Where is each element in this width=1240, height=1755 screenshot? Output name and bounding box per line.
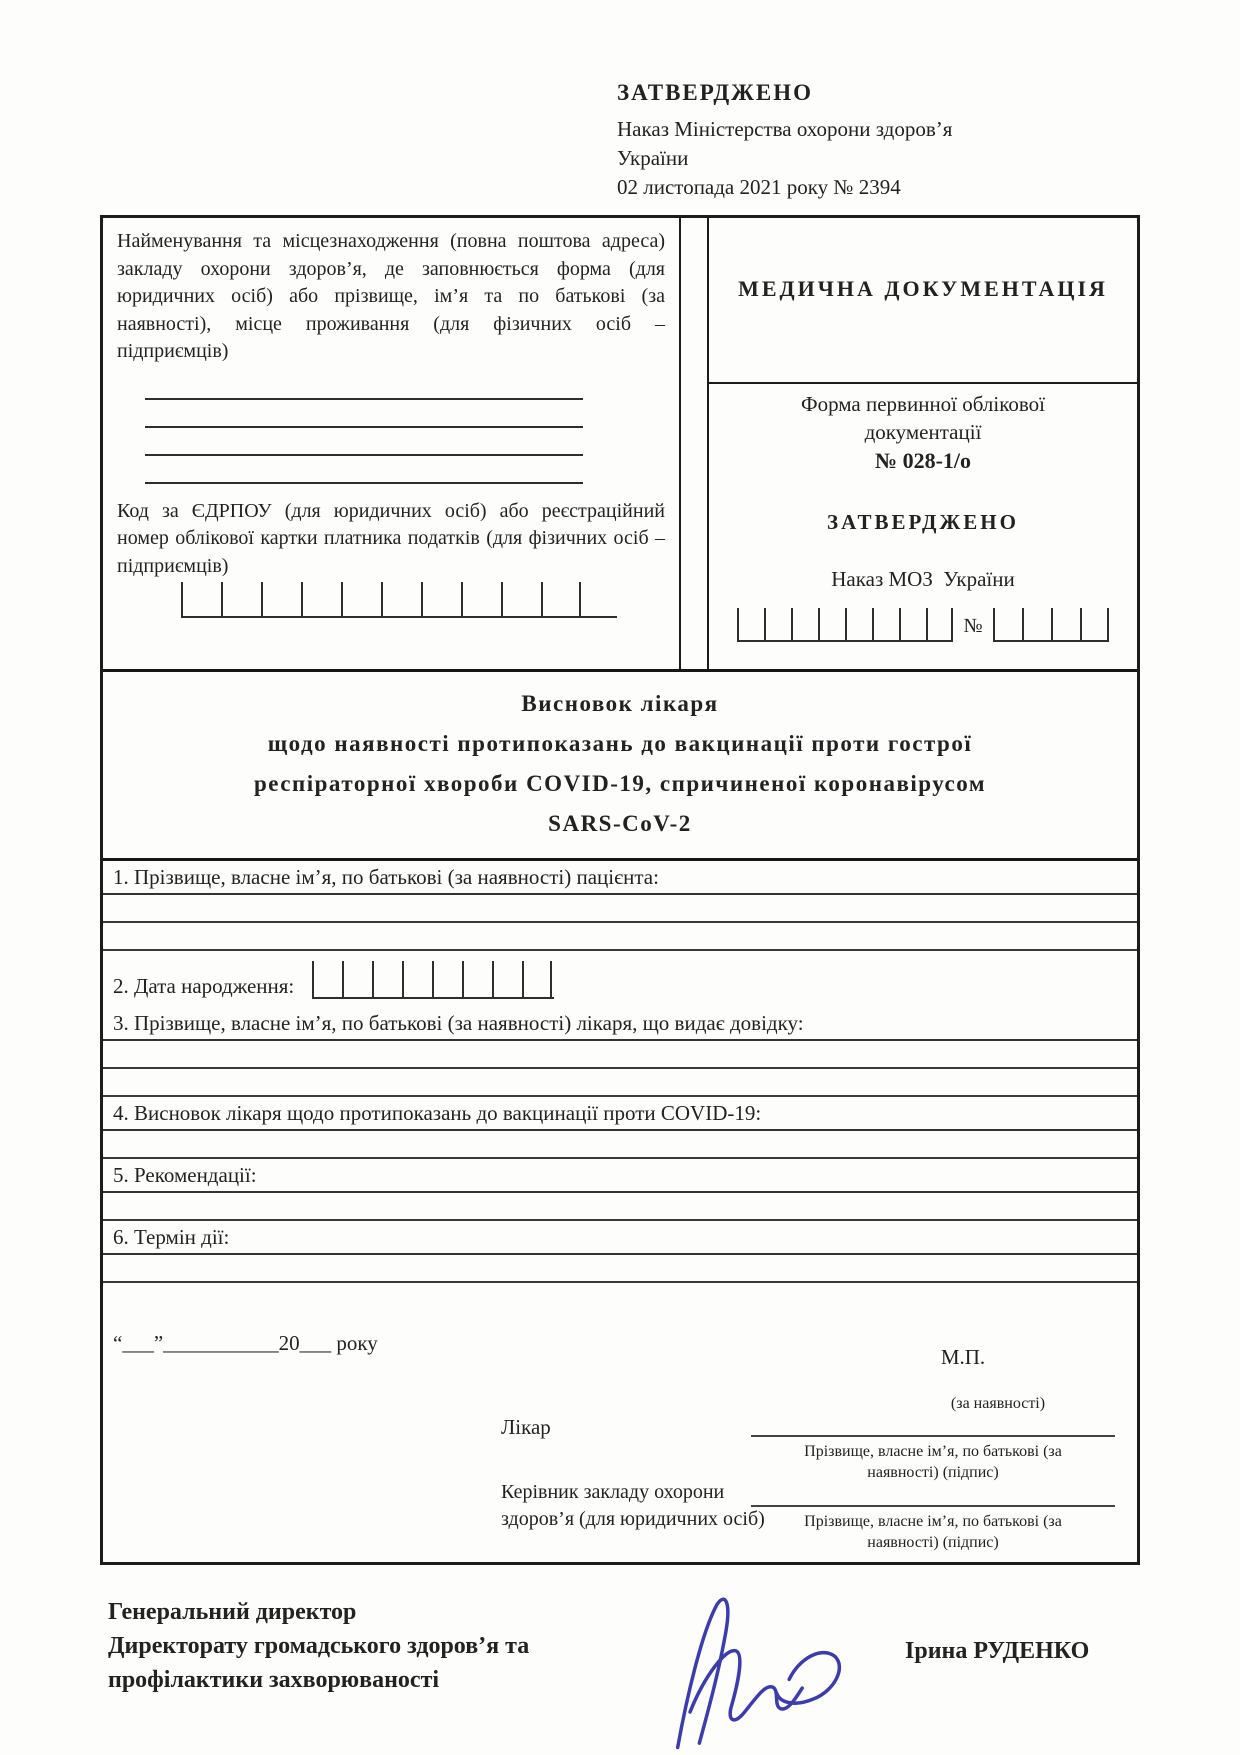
digit-cell — [818, 608, 845, 640]
field-doctor-name-label: 3. Прізвище, власне ім’я, по батькові (за наявності) лікаря, що видає довідку: — [103, 1007, 1137, 1041]
form-title-line2: щодо наявності протипоказань до вакцинації проти гострої — [267, 731, 973, 756]
head-signature-block — [751, 1505, 1115, 1553]
doctor-role-label: Лікар — [501, 1415, 551, 1439]
blank-ruled-line — [103, 895, 1137, 923]
approved-label: ЗАТВЕРДЖЕНО — [827, 510, 1019, 534]
field-validity-label: 6. Термін дії: — [103, 1221, 1137, 1255]
digit-cell — [372, 961, 402, 997]
digit-cell — [462, 961, 492, 997]
edrpou-comb-field — [181, 582, 617, 618]
signature-line — [751, 1435, 1115, 1437]
approval-title: ЗАТВЕРДЖЕНО — [617, 80, 814, 105]
approval-order-line1: Наказ Міністерства охорони здоров’я — [617, 117, 953, 141]
form-body — [103, 861, 1137, 1562]
facility-blank-lines — [145, 372, 583, 484]
blank-ruled-line — [103, 1041, 1137, 1069]
digit-cell — [421, 582, 461, 616]
info-row — [103, 218, 1137, 669]
signatory-position-line2: Директорату громадського здоров’я та — [108, 1633, 530, 1659]
digit-cell — [402, 961, 432, 997]
horizontal-divider — [709, 382, 1137, 384]
approval-header — [617, 78, 952, 202]
order-number-comb-field — [993, 608, 1109, 642]
field-birth-date-label: 2. Дата народження: — [113, 974, 295, 998]
med-doc-cell — [709, 218, 1137, 669]
handwritten-signature — [632, 1577, 858, 1755]
digit-cell — [872, 608, 899, 640]
signatory-position-line3: профілактики захворюваності — [108, 1667, 440, 1693]
blank-line — [145, 400, 583, 428]
date-blank-line: “___”___________20___ року — [113, 1331, 378, 1355]
digit-cell — [1051, 608, 1080, 640]
digit-cell — [737, 608, 764, 640]
digit-cell — [342, 961, 372, 997]
form-caption — [709, 390, 1137, 446]
approval-order-line2: України — [617, 146, 689, 170]
form-caption-line2: документації — [864, 420, 982, 444]
order-comb-row — [709, 608, 1137, 642]
digit-cell — [312, 961, 342, 997]
stamp-note: (за наявності) — [950, 1395, 1046, 1412]
blank-ruled-line — [103, 923, 1137, 951]
form-caption-line1: Форма первинної облікової — [801, 392, 1045, 416]
digit-cell — [1022, 608, 1051, 640]
order-date-comb-field — [737, 608, 953, 642]
blank-line — [145, 456, 583, 484]
form-title-line4: SARS-CoV-2 — [548, 811, 692, 836]
divider-column — [681, 218, 709, 669]
approval-order-line3: 02 листопада 2021 року № 2394 — [617, 175, 901, 199]
digit-cell — [181, 582, 221, 616]
digit-cell — [461, 582, 501, 616]
blank-line — [145, 372, 583, 400]
form-number: № 028-1/о — [874, 448, 972, 473]
digit-cell — [221, 582, 261, 616]
blank-ruled-line — [103, 1131, 1137, 1159]
form-title-line3: респіраторної хвороби COVID-19, спричиненої коронавірусом — [254, 771, 986, 796]
birth-date-comb-field — [312, 961, 554, 999]
digit-cell — [926, 608, 953, 640]
doctor-signature-block — [751, 1435, 1115, 1483]
head-signature-caption: Прізвище, власне ім’я, по батькові (за наявності) (підпис) — [804, 1513, 1062, 1551]
blank-line — [145, 428, 583, 456]
digit-cell — [261, 582, 301, 616]
digit-cell — [501, 582, 541, 616]
blank-ruled-line — [103, 1193, 1137, 1221]
facility-label: Найменування та місцезнаходження (повна поштова адреса) закладу охорони здоров’я, де заповнюється форма (для юридичних осіб) або прізвище, ім’я та по батькові (за наявності), місце проживання (для фізичних осіб – підприємців) — [117, 230, 665, 362]
digit-cell — [993, 608, 1022, 640]
stamp-place-label: М.П. — [940, 1345, 986, 1369]
digit-cell — [845, 608, 872, 640]
digit-cell — [1080, 608, 1109, 640]
blank-ruled-line — [103, 1255, 1137, 1283]
signatory-name: Ірина РУДЕНКО — [905, 1638, 1090, 1664]
digit-cell — [899, 608, 926, 640]
form-title-line1: Висновок лікаря — [521, 691, 719, 716]
field-conclusion-label: 4. Висновок лікаря щодо протипоказань до вакцинації проти COVID-19: — [103, 1097, 1137, 1131]
signatory-position — [108, 1595, 529, 1697]
digit-cell — [301, 582, 341, 616]
doctor-signature-caption: Прізвище, власне ім’я, по батькові (за наявності) (підпис) — [804, 1443, 1062, 1481]
head-role-label: Керівник закладу охорони здоров’я (для юридичних осіб) — [501, 1481, 765, 1530]
facility-cell — [103, 218, 681, 669]
signatory-position-line1: Генеральний директор — [108, 1599, 357, 1625]
digit-cell — [492, 961, 522, 997]
blank-ruled-line — [103, 1069, 1137, 1097]
form-title — [103, 669, 1137, 861]
order-caption: Наказ МОЗ України — [831, 567, 1015, 591]
edrpou-label: Код за ЄДРПОУ (для юридичних осіб) або реєстраційний номер облікової картки платника податків (для фізичних осіб – підприємців) — [117, 499, 665, 577]
digit-cell — [381, 582, 421, 616]
digit-cell — [341, 582, 381, 616]
field-recommendations-label: 5. Рекомендації: — [103, 1159, 1137, 1193]
signoff-area — [103, 1283, 1137, 1562]
field-patient-name-label: 1. Прізвище, власне ім’я, по батькові (за наявності) пацієнта: — [103, 861, 1137, 895]
med-doc-title: МЕДИЧНА ДОКУМЕНТАЦІЯ — [738, 276, 1108, 301]
signature-line — [751, 1505, 1115, 1507]
numero-sign: № — [963, 615, 983, 637]
digit-cell — [522, 961, 552, 997]
digit-cell — [764, 608, 791, 640]
document-table — [100, 215, 1140, 1565]
field-birth-date-row — [103, 951, 1137, 1007]
digit-cell — [432, 961, 462, 997]
digit-cell — [541, 582, 581, 616]
digit-cell — [791, 608, 818, 640]
